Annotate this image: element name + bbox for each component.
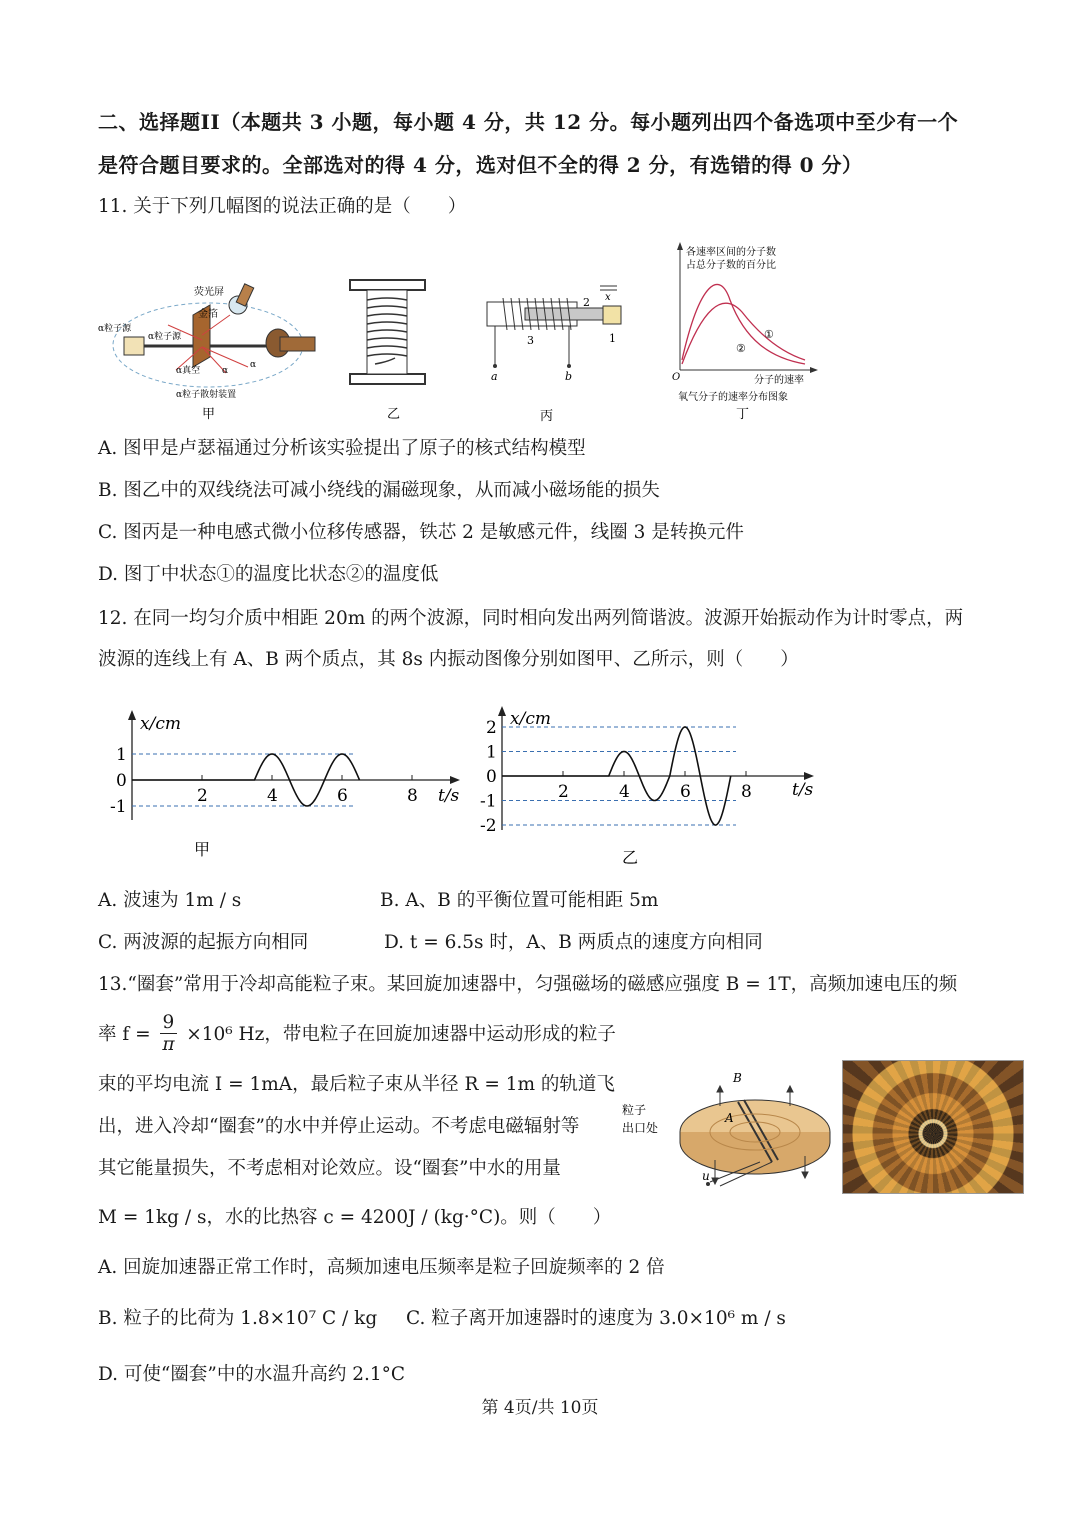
q13-line4: 出，进入冷却“圈套”的水中并停止运动。不考虑电磁辐射等	[98, 1116, 580, 1137]
x-tick-label: 6	[680, 782, 691, 802]
section-header-line2: 是符合题目要求的。全部选对的得 4 分，选对但不全的得 2 分，有选错的得 0 分）	[98, 153, 863, 177]
y-axis-label: x/cm	[140, 714, 181, 734]
caption-bing: 丙	[540, 409, 554, 424]
label-device: α粒子散射装置	[176, 390, 237, 400]
exit-label-1: 粒子	[622, 1103, 647, 1117]
q11-figure-jia	[98, 275, 323, 425]
chart-caption: 乙	[622, 848, 639, 867]
y-arrow	[498, 706, 506, 716]
q12-option-d: D. t = 6.5s 时，A、B 两质点的速度方向相同	[384, 932, 763, 953]
q11-stem: 11. 关于下列几幅图的说法正确的是（ ）	[98, 196, 467, 217]
label-x: x	[605, 292, 611, 303]
label-core-2: 2	[583, 296, 590, 309]
caption-yi: 乙	[387, 407, 401, 422]
y-tick-label: 1	[116, 745, 127, 765]
exit-label-2: 出口处	[622, 1121, 659, 1135]
x-axis-label: t/s	[438, 786, 460, 806]
q13-line3: 束的平均电流 I = 1mA，最后粒子束从半径 R = 1m 的轨道飞	[98, 1074, 615, 1095]
x-arrow	[804, 772, 814, 780]
q13-cyclotron-figure	[620, 1070, 835, 1195]
ding-curve-2: ②	[736, 342, 746, 355]
cyclotron-photo	[842, 1060, 1024, 1194]
label-coil-3: 3	[527, 334, 534, 347]
label-alpha-2: α	[250, 360, 257, 370]
y-axis-label: x/cm	[510, 709, 551, 729]
q13-line2-pre: 率 f =	[98, 1024, 151, 1045]
x-tick-label: 2	[197, 786, 208, 806]
label-u: u	[702, 1169, 710, 1183]
ding-xlabel: 分子的速率	[754, 375, 804, 386]
y-tick-label: 1	[486, 742, 497, 763]
q11-option-c: C. 图丙是一种电感式微小位移传感器，铁芯 2 是敏感元件，线圈 3 是转换元件	[98, 522, 744, 543]
q13-line5: 其它能量损失，不考虑相对论效应。设“圈套”中水的用量	[98, 1158, 561, 1179]
ding-curve-1: ①	[764, 328, 774, 341]
x-tick-label: 6	[337, 786, 348, 806]
label-b: b	[565, 370, 573, 383]
caption-jia: 甲	[202, 407, 216, 422]
q13-option-c: C. 粒子离开加速器时的速度为 3.0×10⁶ m / s	[406, 1308, 786, 1329]
q13-option-d: D. 可使“圈套”中的水温升高约 2.1°C	[98, 1364, 406, 1385]
ding-ylabel-1: 各速率区间的分子数	[686, 247, 776, 258]
label-B: B	[733, 1071, 742, 1085]
y-tick-label: 0	[486, 767, 497, 787]
q11-option-a: A. 图甲是卢瑟福通过分析该实验提出了原子的核式结构模型	[98, 438, 586, 459]
q13-line1: 13.“圈套”常用于冷却高能粒子束。某回旋加速器中，匀强磁场的磁感应强度 B = 1T，高频加速电压的频	[98, 974, 958, 995]
label-source-1: α粒子源	[98, 324, 132, 334]
q11-option-d: D. 图丁中状态①的温度比状态②的温度低	[98, 564, 439, 585]
y-tick-label: -1	[110, 797, 127, 817]
label-vacuum: α真空	[176, 366, 201, 376]
q11-figure-yi	[345, 278, 435, 426]
label-1: 1	[609, 332, 616, 345]
ding-origin: O	[672, 372, 681, 383]
q12-stem-line2: 波源的连线上有 A、B 两个质点，其 8s 内振动图像分别如图甲、乙所示，则（ ）	[98, 649, 799, 670]
q11-option-b: B. 图乙中的双线绕法可减小绕线的漏磁现象，从而减小磁场能的损失	[98, 480, 660, 501]
q11-figure-bing	[485, 280, 630, 425]
y-arrow	[128, 710, 136, 720]
y-tick-label: 2	[486, 718, 497, 738]
x-tick-label: 4	[619, 782, 630, 802]
x-arrow	[450, 776, 460, 784]
q12-stem-line1: 12. 在同一均匀介质中相距 20m 的两个波源，同时相向发出两列简谐波。波源开始振动作为计时零点，两	[98, 608, 964, 629]
q12-chart-yi	[480, 706, 820, 871]
q11-figure-ding	[670, 240, 820, 425]
chart-caption: 甲	[194, 840, 211, 859]
label-source-2: α粒子源	[148, 332, 182, 342]
q13-line2	[98, 1014, 616, 1064]
label-A: A	[725, 1111, 734, 1125]
y-tick-label: -2	[480, 816, 497, 836]
q13-line2-post: ×10⁶ Hz，带电粒子在回旋加速器中运动形成的粒子	[186, 1024, 616, 1045]
q12-chart-jia	[104, 708, 464, 873]
x-tick-label: 8	[741, 782, 752, 802]
q12-option-b: B. A、B 的平衡位置可能相距 5m	[380, 890, 659, 911]
x-tick-label: 4	[267, 786, 278, 806]
label-foil: 金箔	[198, 309, 218, 320]
ding-ylabel-2: 占总分子数的百分比	[686, 260, 776, 271]
fraction-numerator: 9	[160, 1014, 178, 1034]
fraction-denominator: π	[162, 1033, 175, 1055]
ding-title: 氧气分子的速率分布图象	[678, 392, 788, 403]
y-tick-label: -1	[480, 791, 497, 812]
label-screen: 荧光屏	[194, 287, 224, 298]
y-tick-label: 0	[116, 771, 127, 791]
q12-option-c: C. 两波源的起振方向相同	[98, 932, 309, 953]
x-tick-label: 8	[407, 786, 418, 806]
section-header-line1: 二、选择题II（本题共 3 小题，每小题 4 分，共 12 分。每小题列出四个备选项中至少有一个	[98, 110, 959, 134]
label-alpha-1: α	[222, 366, 229, 376]
q12-option-a: A. 波速为 1m / s	[98, 890, 242, 911]
label-a: a	[491, 370, 498, 383]
q13-line6: M = 1kg / s，水的比热容 c = 4200J / (kg·°C)。则（ ）	[98, 1207, 612, 1228]
q13-option-b: B. 粒子的比荷为 1.8×10⁷ C / kg	[98, 1308, 378, 1329]
page-footer: 第 4页/共 10页	[481, 1398, 599, 1418]
x-tick-label: 2	[558, 782, 569, 802]
caption-ding: 丁	[736, 407, 750, 422]
frequency-fraction	[160, 1014, 178, 1054]
x-axis-label: t/s	[792, 780, 814, 800]
q13-option-a: A. 回旋加速器正常工作时，高频加速电压频率是粒子回旋频率的 2 倍	[98, 1257, 665, 1278]
